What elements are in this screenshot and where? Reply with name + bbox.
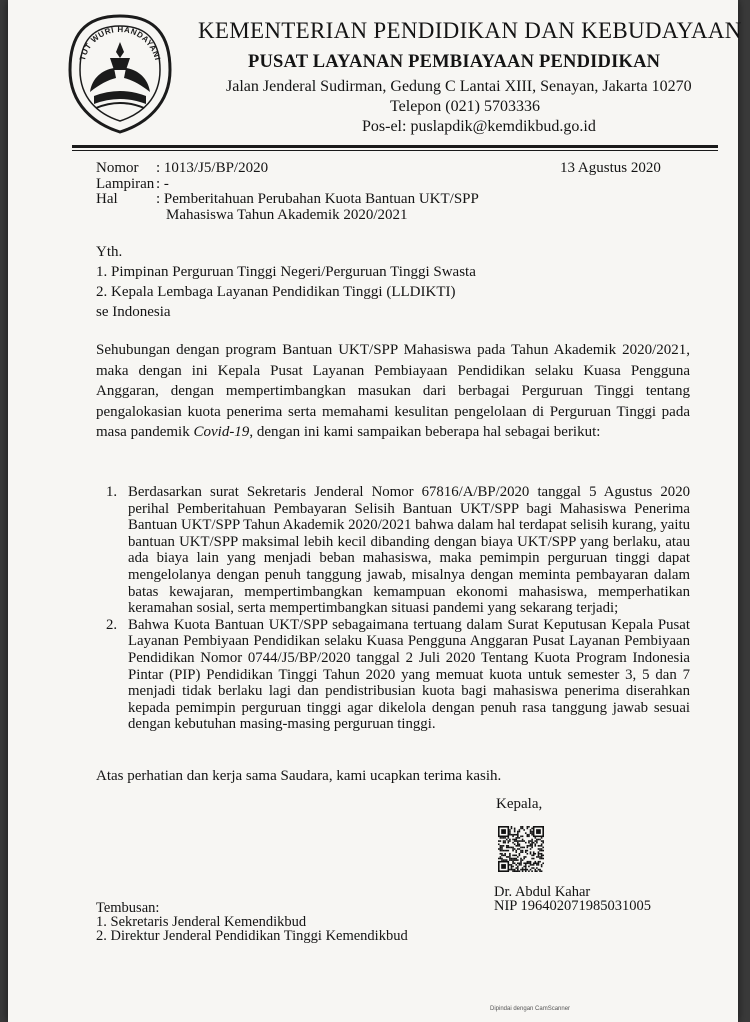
tembusan-label: Tembusan: [96,900,160,916]
list-item [106,484,690,617]
hal-label: Hal [96,191,118,207]
qr-code-icon [498,826,544,872]
office-phone: Telepon (021) 5703336 [390,98,540,115]
point-text: Berdasarkan surat Sekretaris Jenderal Nomor 67816/A/BP/2020 tanggal 5 Agustus 2020 perihal Pemberitahuan Pembayaran Selisih Bantuan UKT/SPP bagi Mahasiswa Penerima Bantuan UKT/SPP Tahun Akademik 2020/2021 bahwa dalam hal terdapat selisih kurang, yaitu bantuan UKT/SPP maksimal lebih kecil dibanding dengan biaya UKT/SPP yang berlaku, atau ada biaya lain yang menjadi beban mahasiswa, maka pemimpin perguruan tinggi dapat mengelolanya dengan penuh tanggung jawab, misalnya dengan meminta pembayaran dalam batas kewajaran, mempertimbangkan kemampuan ekonomi mahasiswa, memperhatikan keramahan sosial, serta mempertimbangkan situasi pandemi yang sekarang terjadi; [128,484,690,617]
intro-paragraph [96,340,690,443]
signatory-nip: NIP 196402071985031005 [494,898,651,914]
intro-text-1: Sehubungan dengan program Bantuan UKT/SPP Mahasiswa pada Tahun Akademik 2020/2021, maka dengan ini Kepala Pusat Layanan Pembiayaan Pendidikan selaku Kuasa Pengguna Anggaran, dengan mempertimbangkan masukan dari berbagai Perguruan Tinggi tentang pengalokasian kuota penerima serta memahami kesulitan pengelolaan di Perguruan Tinggi pada masa pandemik [96,342,690,441]
hal-value-line-1: : Pemberitahuan Perubahan Kuota Bantuan UKT/SPP [156,191,479,207]
intro-text-2: , dengan ini kami sampaikan beberapa hal sebagai berikut: [249,424,601,441]
svg-text:TUT WURI HANDAYANI: TUT WURI HANDAYANI [77,24,163,62]
hal-value-line-2: Mahasiswa Tahun Akademik 2020/2021 [166,207,408,223]
unit-name: PUSAT LAYANAN PEMBIAYAAN PENDIDIKAN [248,52,661,72]
salutation: Yth. [96,244,123,260]
office-address: Jalan Jenderal Sudirman, Gedung C Lantai XIII, Senayan, Jakarta 10270 [226,78,692,95]
list-item [106,617,690,733]
ministry-name: KEMENTERIAN PENDIDIKAN DAN KEBUDAYAAN [198,18,742,43]
lampiran-label: Lampiran [96,176,155,192]
tembusan-item: 1. Sekretaris Jenderal Kemendikbud [96,914,307,930]
office-email[interactable]: Pos-el: puslapdik@kemdikbud.go.id [362,118,596,135]
header-divider-thin [72,150,718,151]
tembusan-item: 2. Direktur Jenderal Pendidikan Tinggi Kemendikbud [96,928,408,944]
points-list [106,484,690,733]
point-text: Bahwa Kuota Bantuan UKT/SPP sebagaimana tertuang dalam Surat Keputusan Kepala Pusat Layanan Pembiyaan Pendidikan selaku Kuasa Pengguna Anggaran Pusat Layanan Pembiyaan Pendidikan Nomor 0744/J5/BP/2020 tanggal 2 Juli 2020 Tentang Kuota Program Indonesia Pintar (PIP) Pendidikan Tinggi Tahun 2020 yang memuat kuota untuk semester 3, 5 dan 7 menjadi tidak berlaku lagi dan pendistribusian kuota bagi mahasiswa penerima diserahkan kepada pemimpin perguruan tinggi agar dikelola dengan penuh rasa tanggung jawab sesuai dengan kebutuhan masing-masing perguruan tinggi. [128,616,690,733]
recipient-item: 1. Pimpinan Perguruan Tinggi Negeri/Perguruan Tinggi Swasta [96,264,476,280]
intro-covid-term: Covid-19 [193,424,250,441]
letter-date: 13 Agustus 2020 [560,160,661,176]
recipient-item: se Indonesia [96,304,171,320]
letter-page [8,0,742,1022]
point-number: 1. [106,484,118,500]
lampiran-value: : - [156,176,169,192]
signature-title: Kepala, [496,796,543,812]
tut-wuri-handayani-logo-icon [64,12,176,136]
scanner-watermark: Dipindai dengan CamScanner [490,1006,571,1012]
nomor-value: : 1013/J5/BP/2020 [156,160,269,176]
closing-sentence: Atas perhatian dan kerja sama Saudara, kami ucapkan terima kasih. [96,768,502,784]
header-divider-thick [72,145,718,148]
signatory-name: Dr. Abdul Kahar [494,884,591,900]
point-number: 2. [106,616,118,633]
recipient-item: 2. Kepala Lembaga Layanan Pendidikan Tinggi (LLDIKTI) [96,284,456,300]
nomor-label: Nomor [96,160,139,176]
